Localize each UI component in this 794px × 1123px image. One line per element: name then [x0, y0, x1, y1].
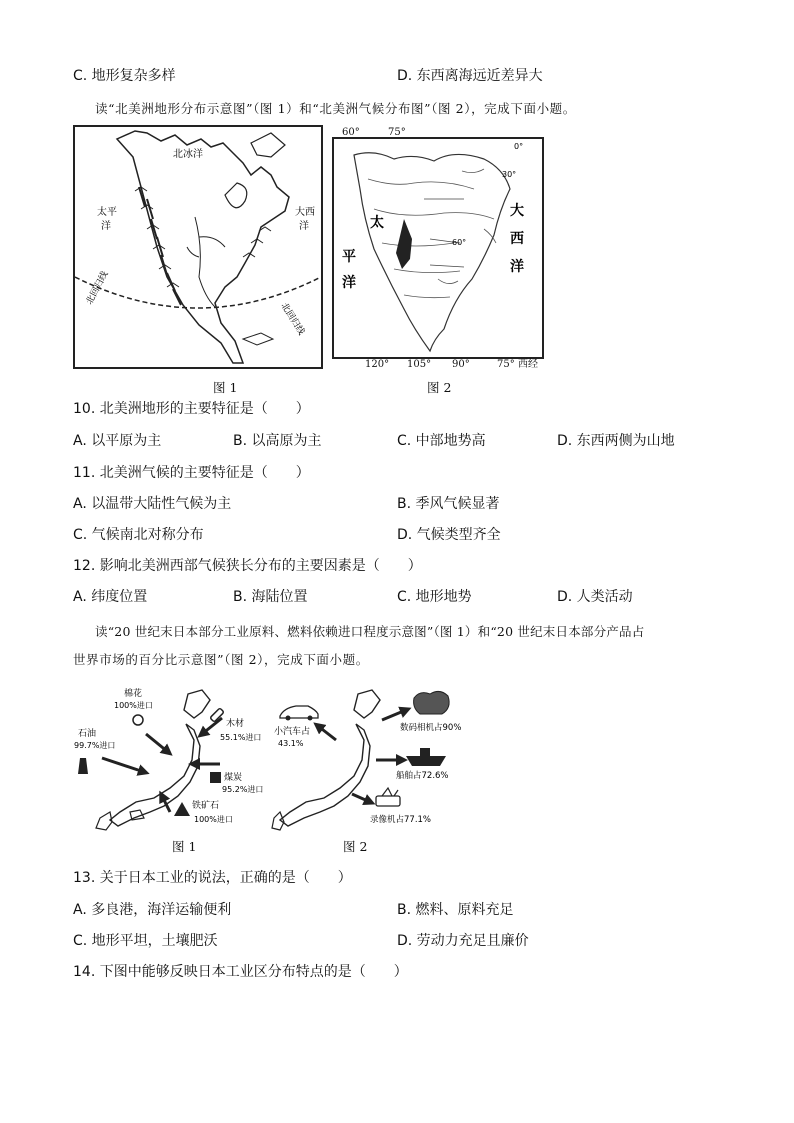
q12-stem: 12. 影响北美洲西部气候狭长分布的主要因素是（ ） — [73, 558, 422, 574]
figure2-caption: 图 2 — [427, 380, 452, 395]
fig2-west-longitude-label: 西经 — [518, 359, 538, 370]
q11-option-a[interactable]: A. 以温带大陆性气候为主 — [73, 496, 232, 512]
japan-market-share-map — [270, 684, 470, 834]
arctic-ocean-label: 北冰洋 — [173, 149, 203, 160]
fig2-atlantic-char-2: 西 — [510, 231, 524, 247]
q11-option-d[interactable]: D. 气候类型齐全 — [397, 527, 501, 543]
coal-label: 煤炭 — [224, 773, 243, 783]
ship-share-label: 船舶占72.6% — [396, 771, 449, 781]
tropic-label-right: 北回归线 — [278, 301, 307, 338]
fig2-atlantic-char-3: 洋 — [510, 259, 524, 275]
q10-option-d[interactable]: D. 东西两侧为山地 — [557, 433, 675, 449]
q12-option-a[interactable]: A. 纬度位置 — [73, 589, 148, 605]
car-label: 小汽车占 — [274, 727, 311, 737]
q10-option-c[interactable]: C. 中部地势高 — [397, 433, 486, 449]
fig2-lat-0: 0° — [514, 142, 524, 151]
q12-option-d[interactable]: D. 人类活动 — [557, 589, 633, 605]
fig2-atlantic-char-1: 大 — [510, 203, 524, 219]
fig2-bottom-tick-120: 120° — [365, 359, 390, 370]
prev-option-c: C. 地形复杂多样 — [73, 68, 176, 84]
fig2-top-tick-75: 75° — [388, 127, 406, 138]
wood-label: 木材 — [226, 719, 245, 729]
q12-option-c[interactable]: C. 地形地势 — [397, 589, 472, 605]
atlantic-label-1: 大西 — [295, 207, 315, 218]
fig2-pacific-char-1: 太 — [370, 215, 384, 231]
oil-label: 石油 — [78, 729, 97, 739]
pacific-label-2: 洋 — [101, 221, 111, 232]
recorder-share-label: 录像机占77.1% — [370, 815, 432, 825]
coal-pct: 95.2%进口 — [222, 785, 264, 794]
q13-option-d[interactable]: D. 劳动力充足且廉价 — [397, 933, 529, 949]
atlantic-label-2: 洋 — [299, 221, 309, 232]
japan-import-map — [70, 684, 270, 834]
fig2-top-tick-60: 60° — [342, 127, 360, 138]
intro-japan-line2: 世界市场的百分比示意图”（图 2），完成下面小题。 — [73, 652, 369, 667]
q11-stem: 11. 北美洲气候的主要特征是（ ） — [73, 465, 310, 481]
wood-pct: 55.1%进口 — [220, 733, 262, 742]
q10-option-b[interactable]: B. 以高原为主 — [233, 433, 322, 449]
q10-option-a[interactable]: A. 以平原为主 — [73, 433, 162, 449]
fig2-bottom-tick-90: 90° — [452, 359, 470, 370]
fig2-lat-60: 60° — [452, 238, 467, 247]
tropic-label-left: 北回归线 — [84, 269, 111, 307]
intro-north-america: 读“北美洲地形分布示意图”（图 1）和“北美洲气候分布图”（图 2），完成下面小题。 — [95, 101, 576, 116]
pacific-label-1: 太平 — [97, 207, 117, 218]
north-america-climate-map — [332, 137, 544, 359]
fig2-lat-30: 30° — [502, 170, 517, 179]
fig2-bottom-tick-105: 105° — [407, 359, 432, 370]
iron-ore-pct: 100%进口 — [194, 815, 233, 824]
q10-stem: 10. 北美洲地形的主要特征是（ ） — [73, 401, 310, 417]
japan-figure2-caption: 图 2 — [343, 839, 368, 854]
japan-figure1-caption: 图 1 — [172, 839, 197, 854]
q13-option-b[interactable]: B. 燃料、原料充足 — [397, 902, 514, 918]
prev-option-d: D. 东西离海远近差异大 — [397, 68, 543, 84]
q12-option-b[interactable]: B. 海陆位置 — [233, 589, 308, 605]
fig2-pacific-char-3: 洋 — [342, 275, 356, 291]
iron-ore-label: 铁矿石 — [192, 801, 220, 811]
fig2-pacific-char-2: 平 — [342, 249, 356, 265]
camera-share-label: 数码相机占90% — [400, 723, 462, 733]
q11-option-b[interactable]: B. 季风气候显著 — [397, 496, 500, 512]
north-america-terrain-map — [73, 125, 323, 369]
q14-stem: 14. 下图中能够反映日本工业区分布特点的是（ ） — [73, 964, 408, 980]
car-pct: 43.1% — [278, 739, 304, 748]
cotton-label: 棉花 — [124, 689, 143, 699]
climate-map-drawing — [334, 139, 542, 357]
q13-option-c[interactable]: C. 地形平坦，土壤肥沃 — [73, 933, 218, 949]
q11-option-c[interactable]: C. 气候南北对称分布 — [73, 527, 204, 543]
fig2-bottom-tick-75: 75° — [497, 359, 515, 370]
oil-pct: 99.7%进口 — [74, 741, 116, 750]
terrain-map-drawing — [75, 127, 321, 367]
cotton-pct: 100%进口 — [114, 701, 153, 710]
q13-option-a[interactable]: A. 多良港，海洋运输便利 — [73, 902, 232, 918]
figure1-caption: 图 1 — [213, 380, 238, 395]
intro-japan-line1: 读“20 世纪末日本部分工业原料、燃料依赖进口程度示意图”（图 1）和“20 世纪末日本部分产品占 — [95, 624, 645, 639]
q13-stem: 13. 关于日本工业的说法，正确的是（ ） — [73, 870, 352, 886]
